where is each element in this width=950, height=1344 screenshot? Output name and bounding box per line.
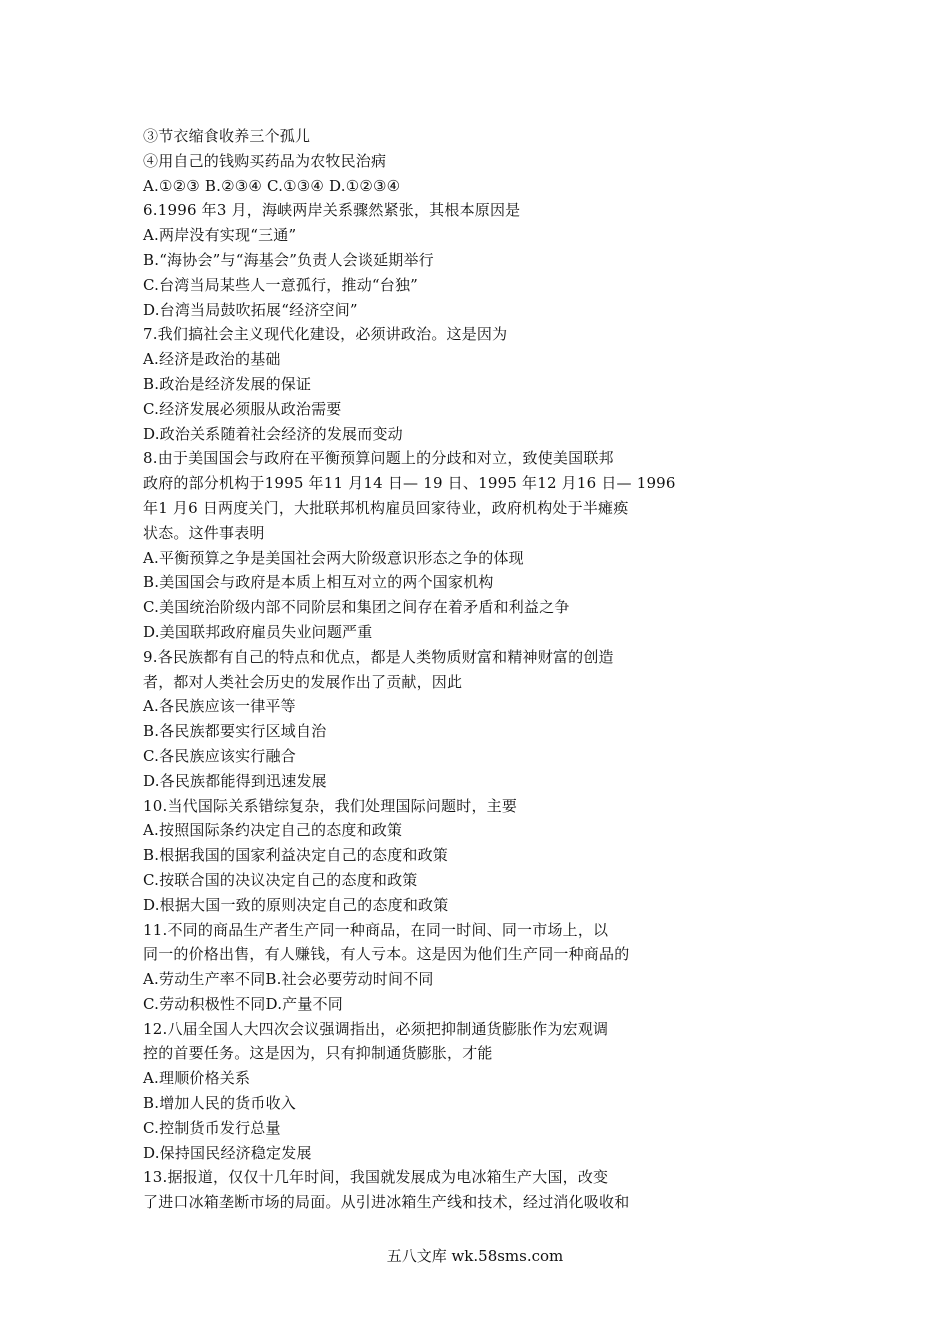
option-line: B.美国国会与政府是本质上相互对立的两个国家机构 [143,573,494,592]
text-line: 年1 月6 日两度关门，大批联邦机构雇员回家待业，政府机构处于半瘫痪 [143,498,629,517]
text-line: 控的首要任务。这是因为，只有抑制通货膨胀，才能 [143,1044,493,1063]
option-line: A.理顺价格关系 [143,1069,251,1088]
option-line: C.台湾当局某些人一意孤行，推动“台独” [143,275,419,294]
option-line: C.经济发展必须服从政治需要 [143,399,342,418]
option-line: B.各民族都要实行区域自治 [143,722,327,741]
question-12: 12.八届全国人大四次会议强调指出，必须把抑制通货膨胀作为宏观调 [143,1019,609,1038]
option-line: C.各民族应该实行融合 [143,746,296,765]
option-line: C.按联合国的决议决定自己的态度和政策 [143,870,418,889]
option-line: A.平衡预算之争是美国社会两大阶级意识形态之争的体现 [143,548,524,567]
option-line: D.台湾当局鼓吹拓展“经济空间” [143,300,358,319]
question-13: 13.据报道，仅仅十几年时间，我国就发展成为电冰箱生产大国，改变 [143,1168,609,1187]
question-7: 7.我们搞社会主义现代化建设，必须讲政治。这是因为 [143,325,508,344]
option-line: C.控制货币发行总量 [143,1118,281,1137]
option-line: A.两岸没有实现“三通” [143,226,297,245]
option-line: D.美国联邦政府雇员失业问题严重 [143,622,373,641]
option-line: C.劳动积极性不同D.产量不同 [143,994,343,1013]
option-line: A.经济是政治的基础 [143,350,281,369]
text-line: 了进口冰箱垄断市场的局面。从引进冰箱生产线和技术，经过消化吸收和 [143,1193,630,1212]
question-10: 10.当代国际关系错综复杂，我们处理国际问题时，主要 [143,796,518,815]
text-line: ③节衣缩食收养三个孤儿 [143,127,311,145]
text-line: 者，都对人类社会历史的发展作出了贡献，因此 [143,672,463,691]
option-line: D.保持国民经济稳定发展 [143,1143,312,1162]
text-line: 状态。这件事表明 [143,523,265,542]
option-line: D.根据大国一致的原则决定自己的态度和政策 [143,895,449,914]
question-11: 11.不同的商品生产者生产同一种商品，在同一时间、同一市场上，以 [143,920,609,939]
question-9: 9.各民族都有自己的特点和优点，都是人类物质财富和精神财富的创造 [143,647,614,666]
text-line: 政府的部分机构于1995 年11 月14 日— 19 日、1995 年12 月16 日— 1996 [143,474,676,493]
option-line: B.增加人民的货币收入 [143,1094,296,1113]
document-body [143,124,823,1215]
option-line: A.各民族应该一律平等 [143,697,296,716]
option-line: B.“海协会”与“海基会”负责人会谈延期举行 [143,250,434,269]
text-line: 同一的价格出售，有人赚钱，有人亏本。这是因为他们生产同一种商品的 [143,945,630,964]
text-line: ④用自己的钱购买药品为农牧民治病 [143,151,387,170]
text-line: A.①②③ B.②③④ C.①③④ D.①②③④ [143,176,401,195]
option-line: C.美国统治阶级内部不同阶层和集团之间存在着矛盾和利益之争 [143,598,570,617]
option-line: A.劳动生产率不同B.社会必要劳动时间不同 [143,970,434,989]
option-line: A.按照国际条约决定自己的态度和政策 [143,821,403,840]
question-6: 6.1996 年3 月，海峡两岸关系骤然紧张，其根本原因是 [143,201,521,220]
option-line: D.政治关系随着社会经济的发展而变动 [143,424,403,443]
footer-watermark: 五八文库 wk.58sms.com [386,1247,564,1265]
option-line: B.政治是经济发展的保证 [143,374,312,393]
option-line: B.根据我国的国家利益决定自己的态度和政策 [143,846,448,865]
option-line: D.各民族都能得到迅速发展 [143,771,327,790]
question-8: 8.由于美国国会与政府在平衡预算问题上的分歧和对立，致使美国联邦 [143,449,614,468]
